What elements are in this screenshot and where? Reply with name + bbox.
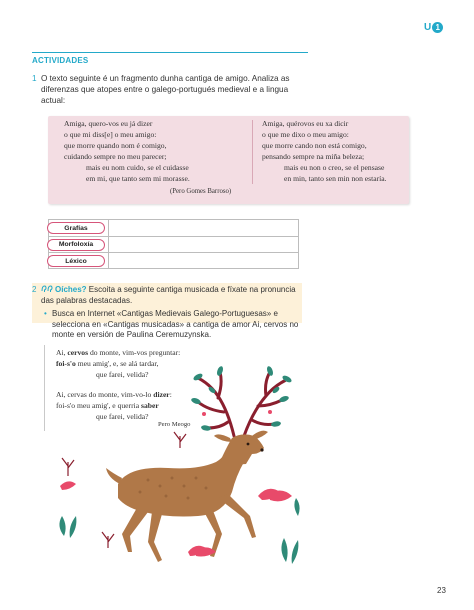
question-number: 2 [32, 285, 37, 294]
row-label: Grafías [47, 222, 105, 234]
poem-line: en min, tanto sen min non estaría. [284, 174, 387, 183]
poem-line: o que mi diss[e] o meu amigo: [64, 130, 157, 139]
deer-illustration [48, 366, 338, 576]
deer-body [106, 431, 268, 562]
bullet-dot: • [44, 309, 47, 318]
answer-field[interactable] [108, 237, 298, 253]
question-2-bullet [44, 309, 302, 341]
song-line: que farei, velida? [96, 370, 149, 379]
poem-line: mais eu nom cuido, se el cuidasse [86, 163, 189, 172]
unit-badge [424, 22, 443, 33]
unit-number: 1 [432, 22, 443, 33]
question-number: 1 [32, 74, 37, 83]
answer-table [48, 219, 299, 269]
question-2 [32, 285, 302, 306]
table-row [48, 252, 299, 269]
song-line: que farei, velida? [96, 412, 149, 421]
section-title: ACTIVIDADES [32, 56, 89, 65]
section-rule [32, 52, 308, 53]
row-label: Morfoloxía [47, 239, 105, 251]
poem-author: (Pero Gomes Barroso) [170, 188, 232, 195]
table-row [48, 236, 299, 253]
song-line: Ai, cervos do monte, vim-vos preguntar: [56, 348, 181, 357]
poem-line: Amiga, quero-vos eu já dizer [64, 119, 153, 128]
row-label: Léxico [47, 255, 105, 267]
unit-letter: U [424, 22, 432, 33]
poem-divider [252, 120, 253, 184]
question-lead: Oíches? [55, 285, 87, 294]
song-author: Pero Meogo [158, 421, 191, 428]
table-row [48, 219, 299, 236]
page-number: 23 [437, 586, 446, 595]
question-text: Escoita a seguinte cantiga musicada e fíxate na pronuncia das palabras destacadas. [41, 285, 296, 305]
poem-original [64, 118, 234, 184]
poem-line: pensando sempre na miña beleza; [262, 152, 365, 161]
song-rule [44, 345, 45, 431]
poem-line: cuidando sempre no meu parecer; [64, 152, 167, 161]
song-line: foi-s'o meu amig', e querria saber [56, 401, 159, 410]
poem-line: Amiga, quérovos eu xa dicir [262, 119, 349, 128]
poem-line: que morre quando nom é comigo, [64, 141, 167, 150]
song-line: foi-s'o meu amig', e, se alá tardar, [56, 359, 159, 368]
poem-line: que morre cando non está comigo, [262, 141, 367, 150]
answer-field[interactable] [108, 220, 298, 236]
answer-field[interactable] [108, 253, 298, 268]
bullet-text: Busca en Internet «Cantigas Medievais Galego-Portuguesas» e selecciona en «Cantigas musicadas» a cantiga de amor Ai, cervos no monte en versión de Paulina Ceremuzynska. [52, 309, 299, 339]
question-1 [32, 73, 312, 106]
poem-modern [262, 118, 432, 184]
listen-icon [41, 285, 53, 293]
song-line: Ai, cervas do monte, vim-vo-lo dizer: [56, 390, 172, 399]
antler-leaves [190, 366, 292, 431]
question-text: O texto seguinte é un fragmento dunha cantiga de amigo. Analiza as diferenzas que atopes entre o galego-portugués medieval e a lingua actual: [41, 74, 290, 105]
poem-line: em mi, que tanto sem mi morasse. [86, 174, 190, 183]
poem-line: mais eu non o creo, se el pensase [284, 163, 385, 172]
poem-line: o que me dixo o meu amigo: [262, 130, 349, 139]
